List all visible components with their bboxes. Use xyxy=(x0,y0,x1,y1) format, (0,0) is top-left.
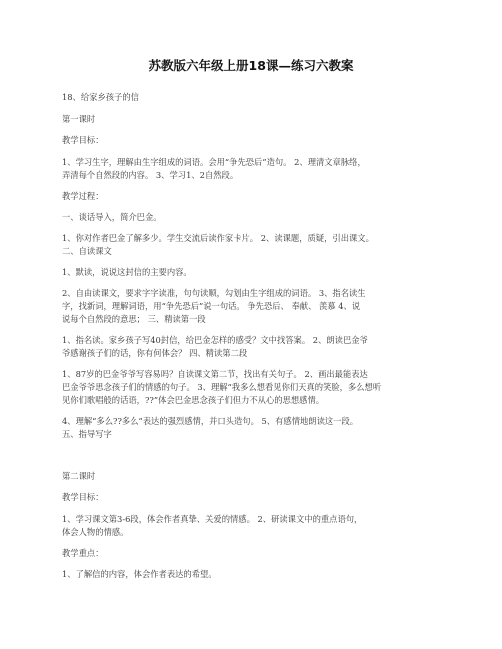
paragraph-line: 1、你对作者巴金了解多少。学生交流后读作家卡片。 2、读课题，质疑，引出课文。 xyxy=(62,233,374,243)
section-heading: 五、指导写字 xyxy=(62,429,112,439)
paragraph-line: 1、学习生字，理解由生字组成的词语。会用“争先恐后”造句。 2、理清文章脉络， xyxy=(62,157,366,167)
paragraph-line: 体会人物的情感。 xyxy=(62,527,129,537)
lesson-heading: 18、给家乡孩子的信 xyxy=(62,92,139,102)
paragraph-line: 二、自读课文 xyxy=(62,246,112,256)
paragraph-line: 1、87岁的巴金爷爷写容易吗？自读课文第二节，找出有关句子。 2、画出最能表达 xyxy=(62,369,368,379)
section-heading: 教学重点： xyxy=(62,548,104,558)
paragraph-line: 字，找新词，理解词语，用“争先恐后”说一句话。 争先恐后、 奉献、 羡慕 4、说 xyxy=(62,301,361,311)
paragraph-line: 1、了解信的内容，体会作者表达的希望。 xyxy=(62,569,217,579)
paragraph-line: 巴金爷爷思念孩子们的情感的句子。 3、理解“我多么想看见你们天真的笑脸，多么想听 xyxy=(62,382,382,392)
paragraph-line: 说每个自然段的意思； 三、精读第一段 xyxy=(62,314,206,324)
paragraph-line: 2、自由读课文，要求字字读准，句句读顺，勾划由生字组成的词语。 3、指名读生 xyxy=(62,288,366,298)
session-heading: 第一课时 xyxy=(62,114,96,124)
paragraph-line: 1、学习课文第3-6段，体会作者真挚、关爱的情感。 2、研读课文中的重点语句， xyxy=(62,514,363,524)
paragraph-line: 1、默读，说说这封信的主要内容。 xyxy=(62,267,192,277)
section-heading: 教学过程： xyxy=(62,191,104,201)
paragraph-line: 4、理解“多么??多么”表达的强烈感情，并口头造句。 5、有感情地朗读这一段。 xyxy=(62,416,359,426)
paragraph-line: 弄清每个自然段的内容。 3、学习1、2自然段。 xyxy=(62,170,239,180)
paragraph-line: 1、指名读。家乡孩子写40封信，给巴金怎样的感受？文中找答案。 2、朗读巴金爷 xyxy=(62,335,368,345)
section-heading: 教学目标： xyxy=(62,492,104,502)
paragraph-line: 一、谈话导入，简介巴金。 xyxy=(62,212,162,222)
section-heading: 教学目标： xyxy=(62,135,104,145)
paragraph-line: 爷感谢孩子们的话，你有何体会？ 四、精读第二段 xyxy=(62,348,248,358)
paragraph-line: 见你们歌唱般的话语，??”体会巴金思念孩子们但力不从心的思想感情。 xyxy=(62,395,325,405)
session-heading: 第二课时 xyxy=(62,471,96,481)
document-title: 苏教版六年级上册18课—练习六教案 xyxy=(148,58,354,73)
